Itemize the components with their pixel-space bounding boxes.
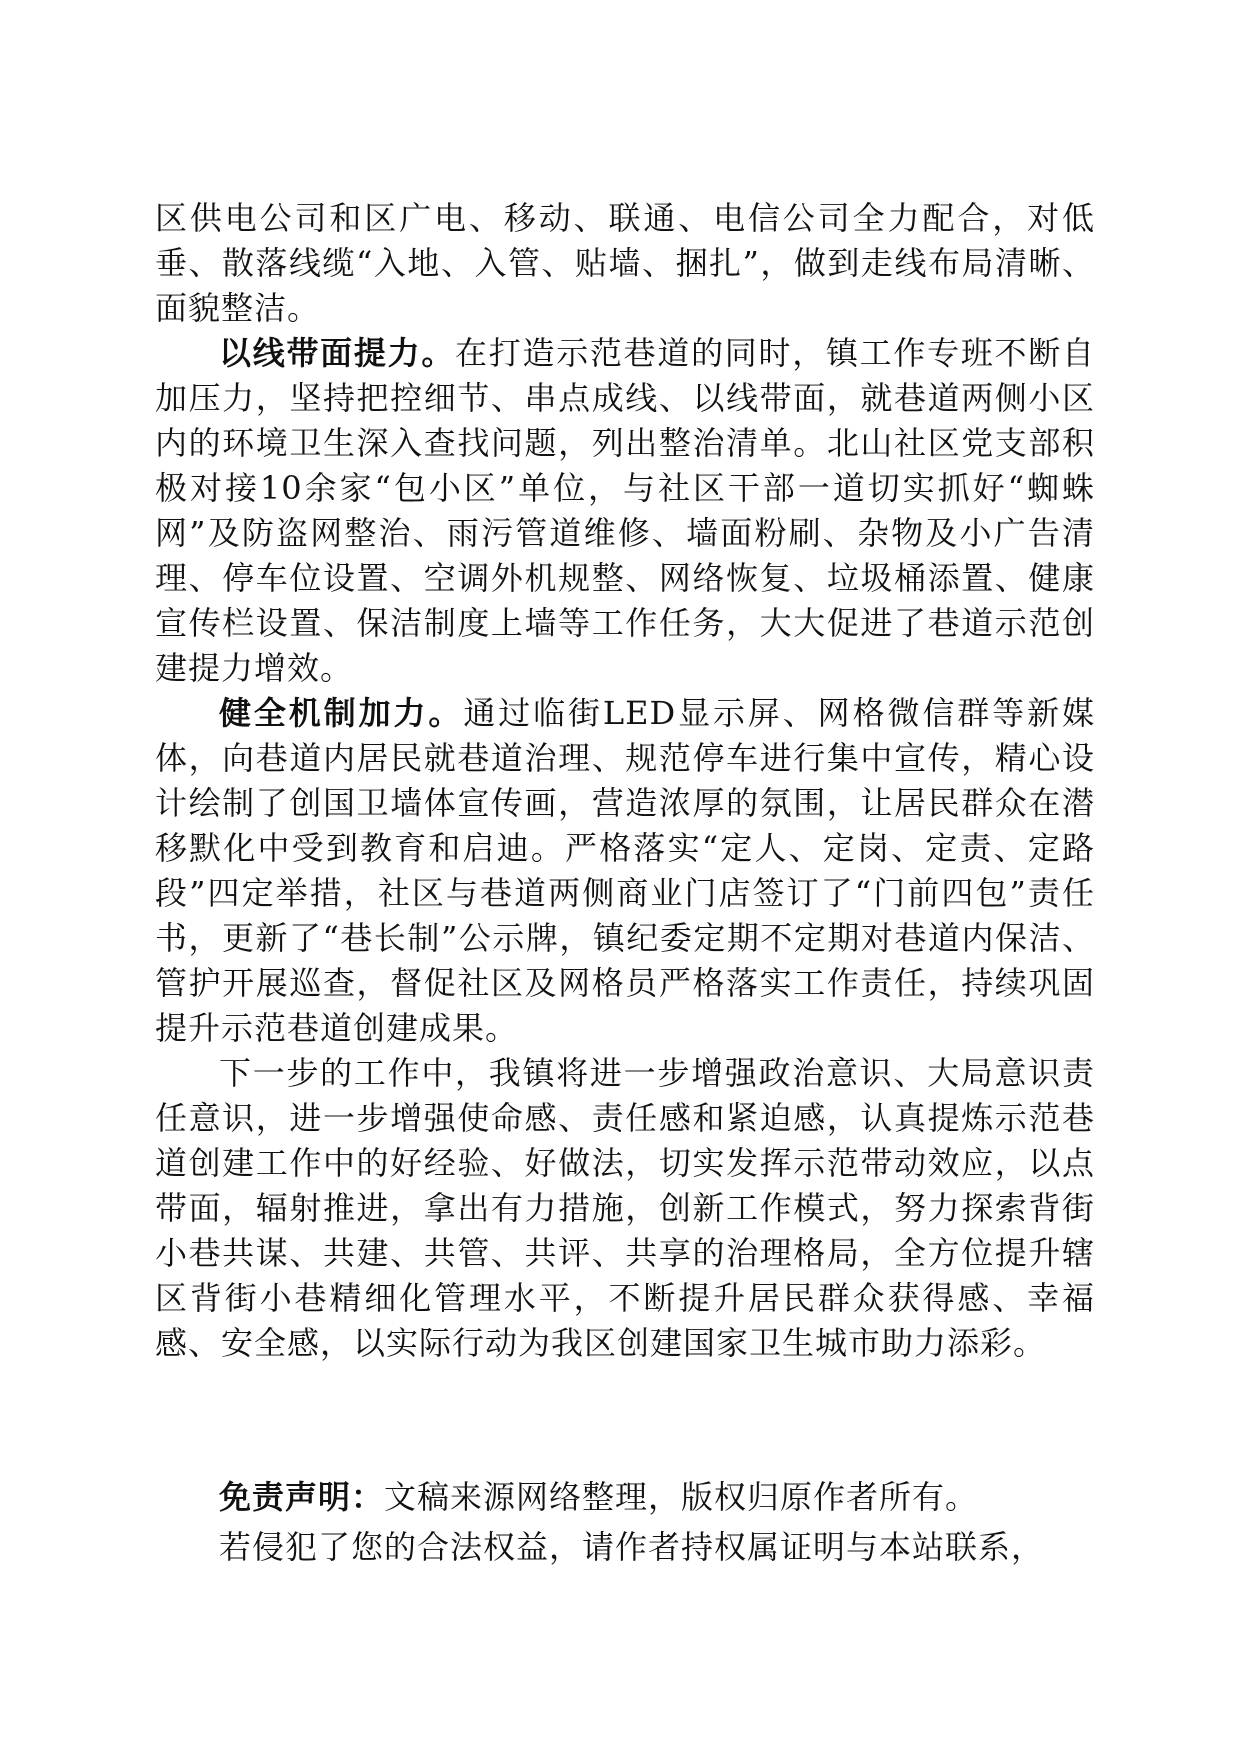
paragraph-continuation xyxy=(155,196,1095,331)
disclaimer-label: 免责声明： xyxy=(219,1478,385,1516)
paragraph-line-expansion xyxy=(155,331,1095,691)
paragraph-text: 在打造示范巷道的同时，镇工作专班不断自加压力，坚持把控细节、串点成线、以线带面，就巷道两侧小区内的环境卫生深入查找问题，列出整治清单。北山社区党支部积极对接10余家“包小区”单位，与社区干部一道切实抓好“蜘蛛网”及防盗网整治、雨污管道维修、墙面粉刷、杂物及小广告清理、停车位设置、空调外机规整、网络恢复、垃圾桶添置、健康宣传栏设置、保洁制度上墙等工作任务，大大促进了巷道示范创建提力增效。 xyxy=(155,334,1095,687)
paragraph-mechanism xyxy=(155,691,1095,1051)
paragraph-heading: 健全机制加力。 xyxy=(219,694,464,732)
article-body xyxy=(155,196,1095,1366)
paragraph-heading: 以线带面提力。 xyxy=(219,334,456,372)
disclaimer-line-1 xyxy=(155,1472,1095,1522)
disclaimer-line-2 xyxy=(155,1522,1095,1572)
paragraph-text: 下一步的工作中，我镇将进一步增强政治意识、大局意识责任意识，进一步增强使命感、责任感和紧迫感，认真提炼示范巷道创建工作中的好经验、好做法，切实发挥示范带动效应，以点带面，辐射推进，拿出有力措施，创新工作模式，努力探索背街小巷共谋、共建、共管、共评、共享的治理格局，全方位提升辖区背街小巷精细化管理水平，不断提升居民群众获得感、幸福感、安全感，以实际行动为我区创建国家卫生城市助力添彩。 xyxy=(155,1054,1095,1362)
paragraph-next-steps xyxy=(155,1051,1095,1366)
disclaimer xyxy=(155,1472,1095,1572)
disclaimer-text: 若侵犯了您的合法权益，请作者持权属证明与本站联系， xyxy=(219,1528,1045,1566)
paragraph-text: 通过临街LED显示屏、网格微信群等新媒体，向巷道内居民就巷道治理、规范停车进行集中宣传，精心设计绘制了创国卫墙体宣传画，营造浓厚的氛围，让居民群众在潜移默化中受到教育和启迪。严格落实“定人、定岗、定责、定路段”四定举措，社区与巷道两侧商业门店签订了“门前四包”责任书，更新了“巷长制”公示牌，镇纪委定期不定期对巷道内保洁、管护开展巡查，督促社区及网格员严格落实工作责任，持续巩固提升示范巷道创建成果。 xyxy=(155,694,1095,1047)
disclaimer-text: 文稿来源网络整理，版权归原作者所有。 xyxy=(384,1478,979,1516)
paragraph-text: 区供电公司和区广电、移动、联通、电信公司全力配合，对低垂、散落线缆“入地、入管、贴墙、捆扎”，做到走线布局清晰、面貌整洁。 xyxy=(155,199,1095,327)
